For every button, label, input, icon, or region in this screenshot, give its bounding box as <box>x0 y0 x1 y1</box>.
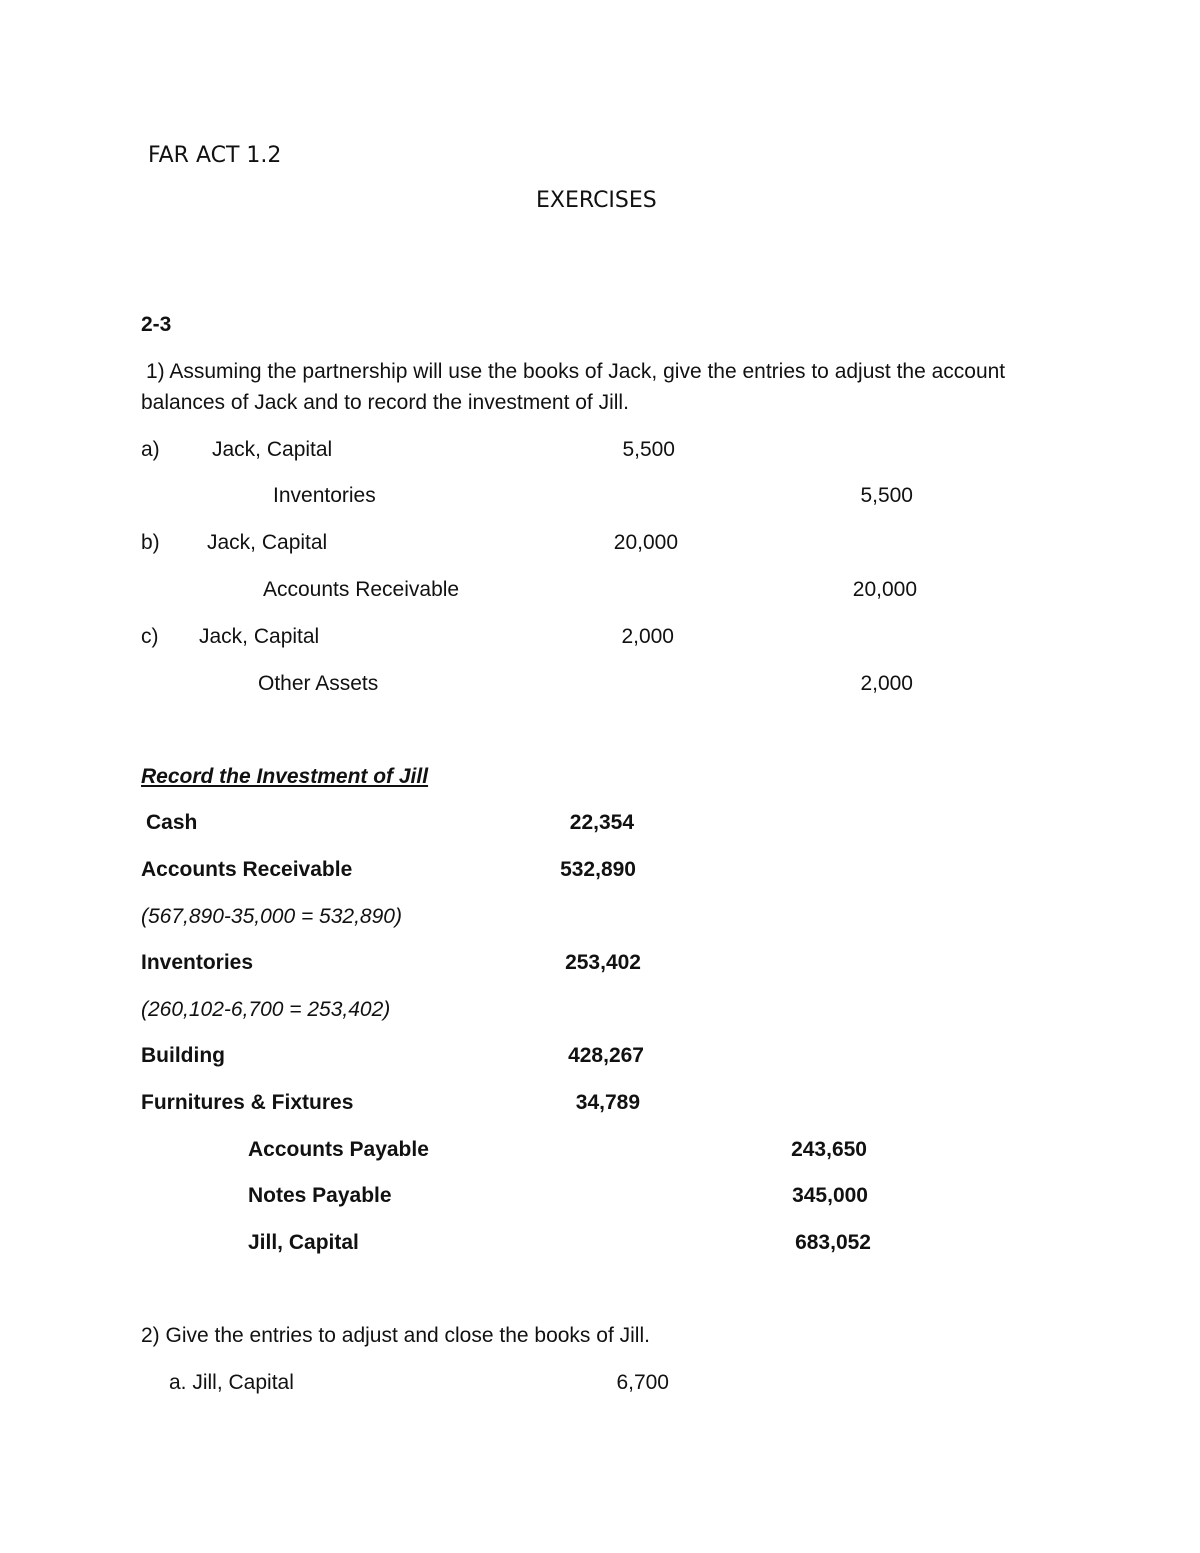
question2-text: 2) Give the entries to adjust and close the books of Jill. <box>141 1324 650 1347</box>
entry-credit-account: Other Assets <box>258 672 379 695</box>
question2-entry-amount: 6,700 <box>616 1371 669 1394</box>
investment-credit-amount: 683,052 <box>795 1231 871 1254</box>
investment-debit-account: Furnitures & Fixtures <box>141 1091 354 1114</box>
investment-debit-amount: 253,402 <box>565 951 641 974</box>
entry-debit-amount: 20,000 <box>613 531 678 554</box>
investment-computation-note: (260,102-6,700 = 253,402) <box>141 998 391 1021</box>
entry-letter: b) <box>141 531 160 554</box>
exercise-number: 2-3 <box>141 313 172 336</box>
investment-credit-amount: 243,650 <box>791 1138 867 1161</box>
entry-credit-amount: 2,000 <box>860 672 913 695</box>
investment-debit-amount: 532,890 <box>560 858 636 881</box>
question2-entry-account: a. Jill, Capital <box>169 1371 294 1394</box>
document-code: FAR ACT 1.2 <box>148 143 282 168</box>
investment-computation-note: (567,890-35,000 = 532,890) <box>141 905 402 928</box>
investment-credit-account: Accounts Payable <box>248 1138 429 1161</box>
entry-letter: a) <box>141 438 160 461</box>
investment-credit-account: Jill, Capital <box>248 1231 359 1254</box>
investment-debit-account: Inventories <box>141 951 254 974</box>
entry-debit-account: Jack, Capital <box>207 531 328 554</box>
investment-debit-account: Accounts Receivable <box>141 858 353 881</box>
investment-credit-account: Notes Payable <box>248 1184 392 1207</box>
entry-debit-account: Jack, Capital <box>212 438 333 461</box>
entry-credit-amount: 5,500 <box>860 484 913 507</box>
entry-debit-amount: 5,500 <box>622 438 675 461</box>
investment-debit-amount: 428,267 <box>568 1044 644 1067</box>
entry-credit-account: Inventories <box>273 484 376 507</box>
question1-line1: 1) Assuming the partnership will use the books of Jack, give the entries to adjust the account <box>146 360 1006 383</box>
investment-debit-account: Cash <box>146 811 198 834</box>
entry-debit-account: Jack, Capital <box>199 625 320 648</box>
entry-credit-account: Accounts Receivable <box>263 578 460 601</box>
investment-credit-amount: 345,000 <box>792 1184 868 1207</box>
page-title: EXERCISES <box>536 188 657 213</box>
entry-credit-amount: 20,000 <box>852 578 917 601</box>
investment-heading: Record the Investment of Jill <box>141 765 429 788</box>
entry-letter: c) <box>141 625 159 648</box>
question1-line2: balances of Jack and to record the investment of Jill. <box>141 391 629 414</box>
investment-debit-account: Building <box>141 1044 225 1067</box>
investment-debit-amount: 22,354 <box>569 811 634 834</box>
investment-debit-amount: 34,789 <box>575 1091 640 1114</box>
entry-debit-amount: 2,000 <box>621 625 674 648</box>
